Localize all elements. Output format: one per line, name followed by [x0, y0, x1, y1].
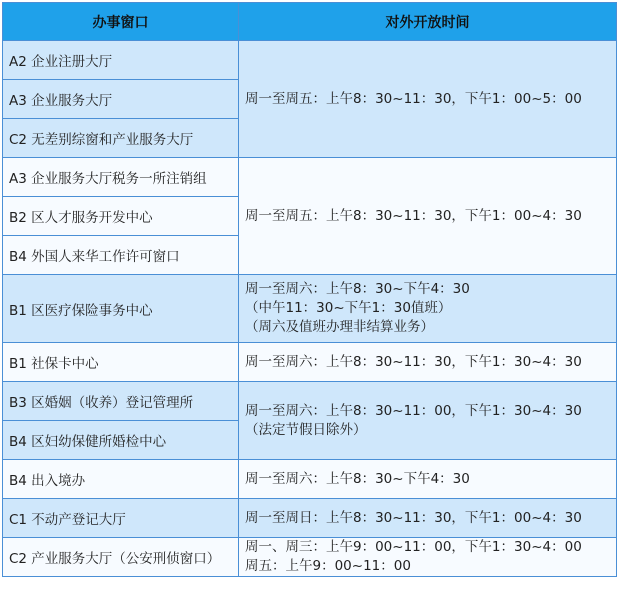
- hours-cell: [239, 538, 617, 577]
- hours-line: 周一至周六：上午8：30~11：00，下午1：30~4：30: [245, 402, 582, 419]
- table-row: [3, 41, 617, 80]
- hours-line: 周一至周六：上午8：30~11：30，下午1：30~4：30: [245, 353, 582, 370]
- window-cell: C2 产业服务大厅（公安刑侦窗口）: [3, 538, 239, 577]
- header-hours: 对外开放时间: [239, 3, 617, 41]
- hours-line: 周一至周六：上午8：30~下午4：30: [245, 281, 470, 297]
- window-cell: B4 区妇幼保健所婚检中心: [3, 421, 239, 460]
- table-row: [3, 275, 617, 343]
- window-cell: B4 出入境办: [3, 460, 239, 499]
- hours-line: 周一至周六：上午8：30~下午4：30: [245, 470, 470, 487]
- table-row: [3, 158, 617, 197]
- header-window: 办事窗口: [3, 3, 239, 41]
- hours-cell: [239, 158, 617, 275]
- window-cell: B1 区医疗保险事务中心: [3, 275, 239, 343]
- hours-cell: [239, 382, 617, 460]
- office-hours-table: [2, 2, 617, 577]
- window-cell: C2 无差别综窗和产业服务大厅: [3, 119, 239, 158]
- window-cell: A3 企业服务大厅税务一所注销组: [3, 158, 239, 197]
- table-row: [3, 382, 617, 421]
- table-row: [3, 499, 617, 538]
- table-row: [3, 343, 617, 382]
- hours-cell: [239, 41, 617, 158]
- window-cell: B4 外国人来华工作许可窗口: [3, 236, 239, 275]
- hours-cell: [239, 499, 617, 538]
- window-cell: A2 企业注册大厅: [3, 41, 239, 80]
- window-cell: B2 区人才服务开发中心: [3, 197, 239, 236]
- window-cell: C1 不动产登记大厅: [3, 499, 239, 538]
- hours-line: 周一至周五：上午8：30~11：30，下午1：00~4：30: [245, 207, 582, 224]
- hours-cell: [239, 343, 617, 382]
- table-header-row: [3, 3, 617, 41]
- hours-line: 周一至周日：上午8：30~11：30，下午1：00~4：30: [245, 509, 582, 526]
- window-cell: B3 区婚姻（收养）登记管理所: [3, 382, 239, 421]
- hours-line: 周五：上午9：00~11：00: [245, 558, 411, 574]
- hours-table-container: [2, 2, 617, 577]
- window-cell: B1 社保卡中心: [3, 343, 239, 382]
- hours-line: （中午11：30~下午1：30值班）: [245, 300, 452, 316]
- table-row: [3, 538, 617, 577]
- hours-line: （周六及值班办理非结算业务）: [245, 319, 434, 335]
- hours-cell: [239, 460, 617, 499]
- table-row: [3, 460, 617, 499]
- hours-line: （法定节假日除外）: [245, 421, 367, 438]
- hours-line: 周一、周三：上午9：00~11：00，下午1：30~4：00: [245, 539, 582, 555]
- window-cell: A3 企业服务大厅: [3, 80, 239, 119]
- hours-cell: [239, 275, 617, 343]
- hours-line: 周一至周五：上午8：30~11：30，下午1：00~5：00: [245, 90, 582, 107]
